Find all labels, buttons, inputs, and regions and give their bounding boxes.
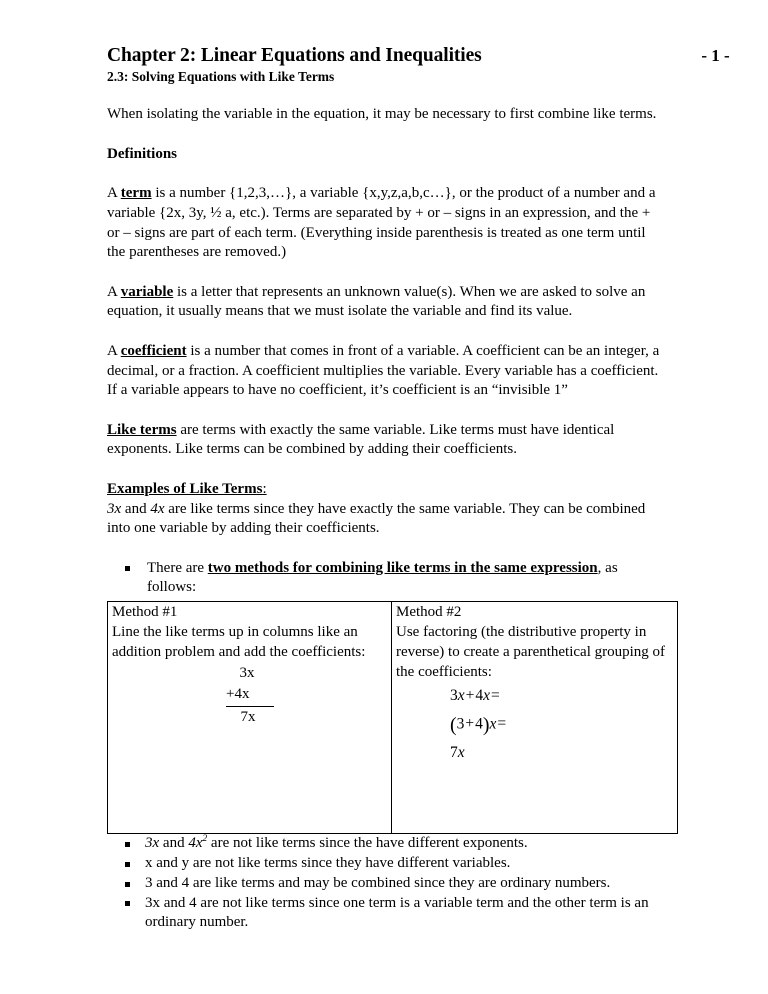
definition-like-terms [107,421,663,461]
note-1-term-two [188,835,207,851]
intro-text: When isolating the variable in the equation, it may be necessary to first combine like terms. [107,106,657,123]
list-item [107,559,663,599]
spacer [107,125,663,145]
vertical-addition-block [194,663,306,728]
term-lead: A [107,184,121,201]
method-1-cell [108,602,392,834]
eq1-equals-operator: = [491,687,500,705]
method-1-title: Method #1 [112,604,178,621]
page-subtitle: 2.3: Solving Equations with Like Terms [107,69,335,84]
intro-paragraph [107,105,663,125]
coefficient-lead: A [107,342,121,359]
square-bullet-icon [125,566,130,571]
table-row [108,602,678,834]
example-term-two: 4x [150,500,165,517]
definition-coefficient [107,342,663,401]
eq3-coefficient: 7 [450,744,458,762]
examples-body [107,500,663,540]
methods-table [107,601,678,834]
spacer [107,86,663,106]
square-bullet-icon [125,901,130,906]
equation-block [450,686,674,763]
method-2-description: Use factoring (the distributive property in reverse) to create a parenthetical grouping of the coefficients: [396,624,666,680]
note-1-term-one: 3x [145,835,160,852]
like-terms-body: are terms with exactly the same variable. Like terms must have identical exponents. Like terms can be combined by adding their coefficients. [107,421,615,458]
eq1-variable-2: x [483,687,491,705]
method-1-addend-1: 3x [239,664,255,681]
spacer [107,539,663,559]
square-bullet-icon [125,882,130,887]
methods-intro-lead: There are [147,559,208,576]
eq2-close-paren: ) [482,713,490,736]
note-1-exponent: 2 [202,834,208,845]
eq1-coefficient-1: 3 [450,687,458,705]
note-3-text: 3 and 4 are like terms and may be combined since they are ordinary numbers. [145,874,611,891]
eq2-plus-operator: + [465,715,475,733]
example-term-one: 3x [107,500,122,517]
coefficient-keyword: coefficient [120,342,187,359]
methods-intro-list [107,559,663,599]
equation-line-1 [450,686,674,706]
page-number: - 1 - [701,46,730,65]
list-item [107,854,663,874]
eq1-variable-1: x [457,687,465,705]
examples-heading-colon: : [262,480,267,497]
example-conjunction: and [121,500,151,517]
term-keyword: term [120,184,152,201]
variable-body: is a letter that represents an unknown value(s). When we are asked to solve an equation, it usually means that we must isolate the variable and find its value. [107,283,646,320]
notes-list [107,834,663,933]
method-1-addend-2: +4x [226,685,274,707]
equation-line-3 [450,743,674,763]
page-title: Chapter 2: Linear Equations and Inequalities [107,45,482,66]
eq2-open-paren: ( [450,713,457,736]
square-bullet-icon [125,862,130,867]
spacer [107,401,663,421]
eq2-variable: x [489,715,497,733]
note-1-conjunction: and [159,835,189,852]
coefficient-body: is a number that comes in front of a variable. A coefficient can be an integer, a decimal, or a fraction. A coefficient multiplies the variable. Every variable has a coefficient. If a variable appears to have no coefficient, it’s coefficient is an “invisible 1” [107,342,660,399]
definition-variable [107,283,663,323]
note-2-text: x and y are not like terms since they have different variables. [145,855,511,872]
document-page [107,44,730,933]
eq1-plus-operator: + [465,687,475,705]
spacer [107,460,663,480]
method-1-description: Line the like terms up in columns like an addition problem and add the coefficients: [112,624,366,660]
like-terms-keyword: Like terms [107,421,177,438]
spacer [107,164,663,184]
definition-term [107,184,663,263]
eq2-equals-operator: = [497,715,507,733]
square-bullet-icon [125,842,130,847]
variable-keyword: variable [120,283,174,300]
page-header [107,44,730,86]
spacer [107,263,663,283]
list-item [107,894,663,934]
note-1-term-two-base: 4x [188,835,203,852]
eq2-coefficient-2: 4 [475,715,483,733]
list-item [107,874,663,894]
method-1-sum: 7x [240,709,256,726]
methods-intro-tail: , as follows: [147,559,618,596]
variable-lead: A [107,283,121,300]
examples-heading-text: Examples of Like Terms [107,480,263,497]
definitions-heading: Definitions [107,145,178,162]
method-2-cell [392,602,678,834]
examples-heading [107,480,663,500]
methods-intro-emphasis: two methods for combining like terms in the same expression [207,559,598,576]
method-2-title: Method #2 [396,604,462,621]
eq2-coefficient-1: 3 [456,715,465,733]
spacer [107,322,663,342]
note-1-text: are not like terms since the have different exponents. [207,835,528,852]
equation-line-2 [450,712,674,738]
eq1-coefficient-2: 4 [475,687,484,705]
example-rest: are like terms since they have exactly the same variable. They can be combined into one variable by adding their coefficients. [107,500,646,537]
eq3-variable: x [457,744,465,762]
term-body: is a number {1,2,3,…}, a variable {x,y,z,a,b,c…}, or the product of a number and a variable {2x, 3y, ½ a, etc.). Terms are separated by + or – signs in an expression, and the + or – signs are part of each term. (Everything inside parenthesis is treated as one term until the parentheses are removed.) [107,184,656,261]
list-item [107,834,663,854]
note-4-text: 3x and 4 are not like terms since one term is a variable term and the other term is an ordinary number. [145,894,649,931]
